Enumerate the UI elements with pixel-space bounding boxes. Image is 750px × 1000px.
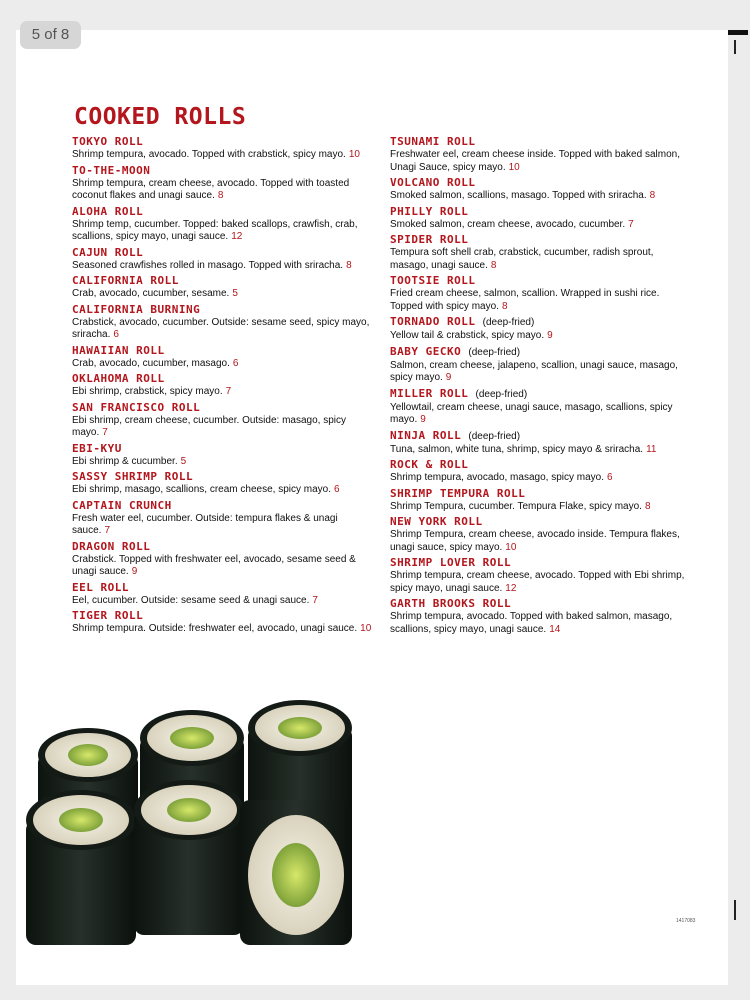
menu-item-note: (deep-fried)	[475, 388, 528, 400]
menu-item-description	[390, 288, 690, 313]
menu-item-description	[72, 260, 372, 273]
menu-item	[72, 442, 372, 469]
menu-item-description-text: Shrimp temp, cucumber. Topped: baked scallops, crawfish, crab, scallions, spicy mayo, unagi sauce.	[72, 218, 358, 242]
menu-item	[72, 581, 372, 608]
menu-item-price: 12	[505, 582, 517, 594]
page-indicator: 5 of 8	[20, 21, 81, 49]
menu-item-price: 8	[501, 300, 508, 312]
menu-item-description-text: Tempura soft shell crab, crabstick, cucumber, radish sprout, masago, unagi sauce.	[390, 247, 654, 271]
menu-item-price: 9	[131, 566, 138, 577]
page-edge-mark-bottom	[734, 900, 736, 920]
menu-column-left	[72, 135, 372, 638]
menu-item-name-text: NEW YORK ROLL	[390, 515, 483, 528]
menu-item	[390, 487, 690, 514]
menu-item-price: 10	[360, 623, 372, 634]
menu-item-description-text: Shrimp tempura. Outside: freshwater eel, avocado, unagi sauce.	[72, 623, 358, 634]
menu-item-description	[72, 484, 372, 497]
menu-item-description	[72, 386, 372, 399]
menu-item-price: 9	[445, 372, 452, 383]
menu-item-name-text: TIGER ROLL	[72, 609, 144, 622]
menu-item-description	[72, 358, 372, 371]
menu-item-price: 6	[232, 357, 239, 369]
menu-item-name	[390, 458, 690, 472]
menu-item-price: 7	[104, 525, 111, 536]
section-heading: COOKED ROLLS	[74, 104, 247, 130]
menu-item-price: 8	[217, 190, 224, 201]
menu-item	[72, 135, 372, 162]
menu-item-description-text: Eel, cucumber. Outside: sesame seed & unagi sauce.	[72, 594, 310, 606]
menu-item-price: 6	[113, 329, 119, 340]
menu-item-price: 9	[547, 330, 553, 341]
menu-item-description	[390, 570, 690, 595]
menu-item-name	[72, 164, 372, 178]
menu-item-description	[390, 149, 690, 174]
menu-item	[390, 345, 690, 385]
menu-item-description-text: Tuna, salmon, white tuna, shrimp, spicy mayo & sriracha.	[390, 443, 644, 455]
menu-item-name-text: MILLER ROLL	[390, 386, 469, 400]
menu-item-name	[72, 205, 372, 219]
menu-item-description-text: Smoked salmon, cream cheese, avocado, cucumber.	[390, 218, 626, 230]
menu-item-description-text: Ebi shrimp, crabstick, spicy mayo.	[72, 386, 223, 397]
menu-item-name-text: EBI-KYU	[72, 441, 122, 455]
menu-item-description-text: Ebi shrimp, cream cheese, cucumber. Outside: masago, spicy mayo.	[72, 414, 347, 438]
menu-item-name	[390, 515, 690, 529]
menu-item-description	[72, 623, 372, 636]
menu-item	[390, 233, 690, 272]
menu-item-name	[72, 540, 372, 554]
menu-item	[390, 556, 690, 595]
menu-item-name	[72, 303, 372, 317]
menu-item-price: 8	[644, 500, 651, 512]
menu-item-name	[72, 246, 372, 260]
menu-item-price: 7	[225, 386, 232, 397]
menu-item-name-text: NINJA ROLL	[390, 428, 462, 442]
menu-item-price: 10	[348, 149, 360, 160]
menu-item-description	[390, 444, 690, 457]
menu-item-name	[72, 470, 372, 484]
menu-item-note: (deep-fried)	[482, 317, 535, 328]
menu-item-name-text: SHRIMP LOVER ROLL	[390, 556, 512, 569]
menu-item	[72, 205, 372, 244]
menu-item-name-text: OKLAHOMA ROLL	[72, 372, 165, 385]
menu-item-description	[390, 330, 690, 343]
menu-item-name	[390, 176, 690, 190]
menu-item-name-text: GARTH BROOKS ROLL	[390, 597, 512, 610]
menu-item-note: (deep-fried)	[468, 346, 521, 358]
menu-item-price: 6	[606, 472, 613, 483]
menu-item-description-text: Seasoned crawfishes rolled in masago. Topped with sriracha.	[72, 259, 344, 271]
menu-item-description-text: Fresh water eel, cucumber. Outside: tempura flakes & unagi sauce.	[72, 512, 338, 536]
menu-item-name-text: PHILLY ROLL	[390, 204, 469, 218]
menu-item	[390, 176, 690, 203]
menu-item-note: (deep-fried)	[468, 430, 521, 442]
menu-item-description	[390, 529, 690, 554]
menu-item-description-text: Ebi shrimp, masago, scallions, cream cheese, spicy mayo.	[72, 484, 331, 495]
menu-item-price: 8	[649, 190, 656, 201]
menu-item-name-text: DRAGON ROLL	[72, 539, 151, 553]
menu-item-price: 9	[420, 414, 426, 425]
menu-item-description	[72, 219, 372, 244]
menu-item	[72, 401, 372, 440]
menu-item-name	[390, 487, 690, 501]
menu-item-name-text: SAN FRANCISCO ROLL	[72, 400, 201, 414]
menu-item-description	[72, 415, 372, 440]
menu-item-name	[72, 344, 372, 358]
menu-item-name	[390, 315, 690, 330]
menu-item-name	[390, 387, 690, 402]
menu-item-name	[72, 401, 372, 415]
menu-item-price: 8	[490, 259, 497, 271]
menu-item-name-text: TO-THE-MOON	[72, 163, 151, 177]
menu-item-name	[72, 609, 372, 623]
menu-item-name-text: TSUNAMI ROLL	[390, 135, 476, 148]
menu-item-name-text: CALIFORNIA ROLL	[72, 274, 179, 287]
menu-item-description	[72, 456, 372, 469]
menu-item	[72, 470, 372, 497]
menu-item	[390, 315, 690, 343]
menu-item-name-text: VOLCANO ROLL	[390, 176, 476, 189]
menu-item	[390, 458, 690, 485]
menu-item-description	[72, 288, 372, 301]
menu-item-description-text: Ebi shrimp & cucumber.	[72, 455, 178, 467]
menu-item-description	[390, 190, 690, 203]
menu-item-name	[72, 499, 372, 513]
menu-item-description-text: Salmon, cream cheese, jalapeno, scallion, unagi sauce, masago, spicy mayo.	[390, 359, 678, 383]
menu-item	[72, 164, 372, 203]
menu-item	[72, 372, 372, 399]
menu-item-name	[390, 597, 690, 611]
menu-item-name	[390, 556, 690, 570]
menu-item-description-text: Shrimp tempura, avocado. Topped with crabstick, spicy mayo.	[72, 149, 346, 160]
menu-item-price: 7	[628, 218, 634, 230]
menu-item-name	[72, 135, 372, 149]
menu-item-description-text: Shrimp Tempura, cream cheese, avocado inside. Tempura flakes, unagi sauce, spicy mayo.	[390, 529, 680, 553]
menu-item-name	[72, 442, 372, 456]
menu-item-description	[72, 317, 372, 342]
menu-item	[72, 344, 372, 371]
page-edge-mark	[734, 40, 736, 54]
menu-item	[390, 429, 690, 457]
menu-item-description	[72, 178, 372, 203]
sushi-piece	[134, 780, 244, 935]
menu-item-name	[390, 233, 690, 247]
menu-item-price: 5	[180, 455, 187, 467]
menu-item-description-text: Crab, avocado, cucumber, masago.	[72, 357, 230, 369]
menu-item-name	[72, 581, 372, 595]
print-code: 1417083	[676, 918, 696, 924]
menu-item-price: 11	[646, 443, 657, 455]
menu-item	[390, 205, 690, 232]
menu-item-name-text: SHRIMP TEMPURA ROLL	[390, 486, 526, 500]
menu-item-name-text: TOOTSIE ROLL	[390, 274, 476, 287]
menu-item-description	[72, 554, 372, 579]
menu-item-price: 14	[549, 623, 561, 635]
menu-item-price: 7	[102, 427, 108, 438]
menu-item-description-text: Shrimp tempura, cream cheese, avocado. Topped with toasted coconut flakes and unagi sauce.	[72, 177, 350, 201]
menu-item-description-text: Smoked salmon, scallions, masago. Topped with sriracha.	[390, 190, 647, 201]
menu-item-description-text: Shrimp tempura, avocado. Topped with baked salmon, masago, scallions, spicy mayo, unagi sauce.	[390, 611, 673, 635]
menu-item-price: 7	[312, 594, 318, 606]
menu-item-description-text: Yellowtail, cream cheese, unagi sauce, masago, scallions, spicy mayo.	[390, 401, 673, 425]
menu-item-description	[72, 595, 372, 608]
menu-item-description-text: Freshwater eel, cream cheese inside. Topped with baked salmon, Unagi Sauce, spicy mayo.	[390, 149, 680, 173]
menu-item-description	[390, 360, 690, 385]
menu-item	[72, 499, 372, 538]
menu-item-description-text: Shrimp tempura, cream cheese, avocado. Topped with Ebi shrimp, spicy mayo, unagi sauce.	[390, 570, 685, 594]
menu-item-description	[390, 472, 690, 485]
menu-item-price: 10	[505, 541, 517, 553]
menu-item	[390, 597, 690, 636]
menu-item-name	[390, 135, 690, 149]
menu-item	[72, 540, 372, 579]
menu-item-name-text: CAPTAIN CRUNCH	[72, 498, 172, 512]
menu-item-name	[390, 205, 690, 219]
menu-page	[16, 30, 728, 985]
menu-item-description-text: Crabstick. Topped with freshwater eel, avocado, sesame seed & unagi sauce.	[72, 553, 356, 577]
menu-item-description	[72, 149, 372, 162]
menu-item-name-text: CAJUN ROLL	[72, 245, 144, 259]
menu-item-name	[72, 372, 372, 386]
menu-item-name	[390, 429, 690, 444]
menu-item-description	[72, 513, 372, 538]
menu-item-description-text: Crabstick, avocado, cucumber. Outside: sesame seed, spicy mayo, sriracha.	[72, 316, 370, 340]
menu-item-description-text: Shrimp tempura, avocado, masago, spicy mayo.	[390, 472, 604, 483]
menu-item-name-text: TORNADO ROLL	[390, 315, 476, 328]
menu-item-description-text: Shrimp Tempura, cucumber. Tempura Flake, spicy mayo.	[390, 500, 642, 512]
menu-item	[390, 274, 690, 313]
menu-item	[390, 387, 690, 427]
menu-item-description	[390, 247, 690, 272]
menu-item	[390, 515, 690, 554]
menu-item-price: 12	[231, 231, 243, 242]
menu-item	[72, 303, 372, 342]
menu-item	[72, 609, 372, 636]
menu-item	[72, 246, 372, 273]
menu-item-price: 6	[334, 484, 340, 495]
menu-item-price: 10	[508, 161, 520, 173]
menu-item-description-text: Fried cream cheese, salmon, scallion. Wrapped in sushi rice. Topped with spicy mayo.	[390, 288, 660, 312]
menu-item-name-text: BABY GECKO	[390, 344, 462, 358]
menu-item-name-text: CALIFORNIA BURNING	[72, 302, 201, 316]
menu-item-description	[390, 402, 690, 427]
menu-item-name-text: HAWAIIAN ROLL	[72, 343, 165, 357]
menu-item-name-text: SASSY SHRIMP ROLL	[72, 470, 194, 483]
menu-column-right	[390, 135, 690, 638]
menu-item-name-text: TOKYO ROLL	[72, 135, 144, 148]
menu-item-price: 5	[232, 288, 238, 299]
menu-item-name	[390, 345, 690, 360]
menu-item-name	[72, 274, 372, 288]
menu-item-description-text: Crab, avocado, cucumber, sesame.	[72, 288, 230, 299]
menu-item-name-text: ALOHA ROLL	[72, 204, 144, 218]
menu-item-price: 8	[346, 259, 352, 271]
menu-item-description	[390, 219, 690, 232]
menu-item	[72, 274, 372, 301]
menu-item-description	[390, 501, 690, 514]
menu-item-name-text: ROCK & ROLL	[390, 458, 469, 471]
menu-item-name-text: EEL ROLL	[72, 580, 129, 594]
menu-item-description-text: Yellow tail & crabstick, spicy mayo.	[390, 330, 545, 341]
menu-item-name	[390, 274, 690, 288]
menu-item	[390, 135, 690, 174]
sushi-photo	[22, 670, 352, 955]
menu-item-name-text: SPIDER ROLL	[390, 233, 469, 246]
sushi-piece	[26, 790, 136, 945]
sushi-piece	[240, 800, 352, 945]
menu-item-description	[390, 611, 690, 636]
